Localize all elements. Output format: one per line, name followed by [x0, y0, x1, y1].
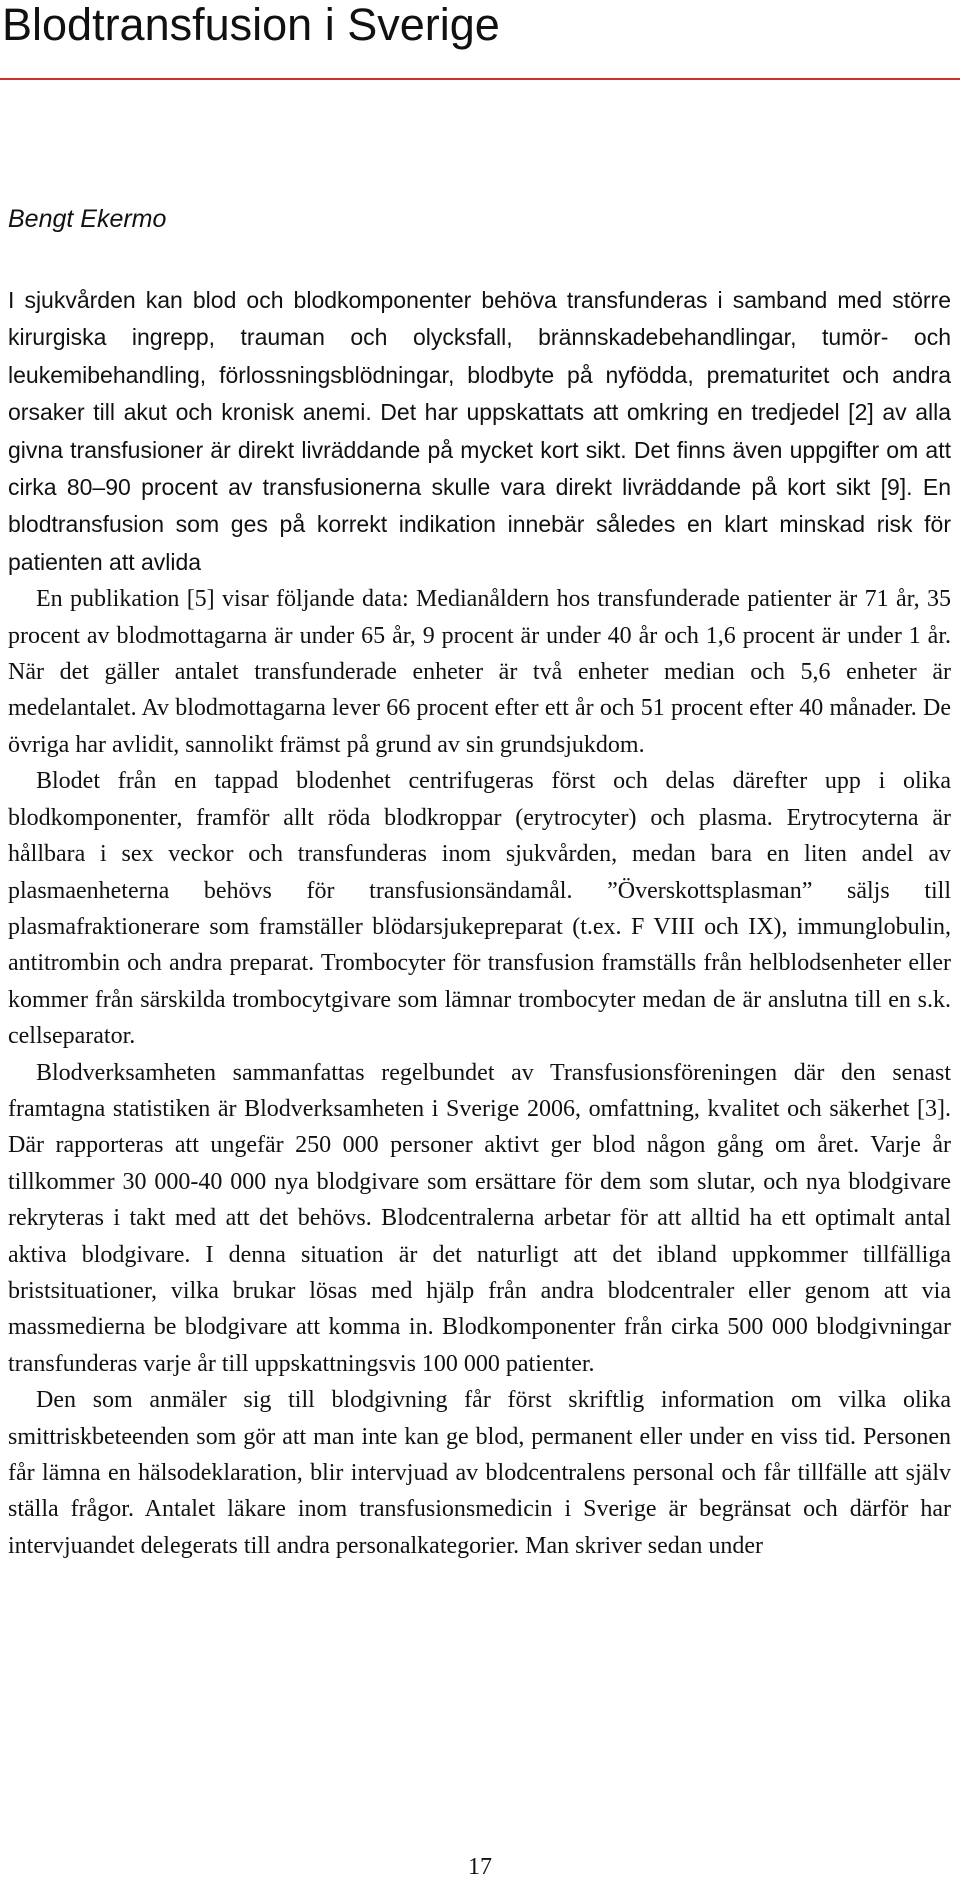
paragraph-1-sans-text: I sjukvården kan blod och blodkomponenter behöva transfunderas i samband med större kirurgiska ingrepp, trauman och olycksfall, brännskadebehandlingar, tumör- och leukemibehandling, förlossningsblödningar, blodbyte på nyfödda, prematuritet och andra orsaker till akut och kronisk anemi. Det har uppskattats att omkring en tredjedel [2] av alla givna transfusioner är direkt livräddande på mycket kort sikt. Det finns även uppgifter om att cirka 80–90 procent av transfusionerna skulle vara direkt livräddande på kort sikt [9]. En blodtransfusion som ges på korrekt indikation innebär således en klart minskad risk för patienten att avlida [8, 287, 951, 575]
paragraph-2 [8, 581, 951, 763]
article-body [8, 282, 951, 1564]
title-divider [0, 78, 960, 80]
paragraph-5 [8, 1382, 951, 1564]
paragraph-3-text: Blodet från en tappad blodenhet centrifugeras först och delas därefter upp i olika blodkomponenter, framför allt röda blodkroppar (erytrocyter) och plasma. Erytrocyterna är hållbara i sex veckor och transfunderas inom sjukvården, medan bara en liten andel av plasmaenheterna behövs för transfusionsändamål. ”Överskottsplasman” säljs till plasmafraktionerare som framställer blödarsjukepreparat (t.ex. F VIII och IX), immunglobulin, antitrombin och andra preparat. Trombocyter för transfusion framställs från helblodsenheter eller kommer från särskilda trombocytgivare som lämnar trombocyter medan de är anslutna till en s.k. cellseparator. [8, 768, 951, 1050]
paragraph-4-text: Blodverksamheten sammanfattas regelbundet av Transfusionsföreningen där den senast framtagna statistiken är Blodverksamheten i Sverige 2006, omfattning, kvalitet och säkerhet [3]. Där rapporteras att ungefär 250 000 personer aktivt ger blod någon gång om året. Varje år tillkommer 30 000-40 000 nya blodgivare som ersättare för dem som slutar, och nya blodgivare rekryteras i takt med att det behövs. Blodcentralerna arbetar för att alltid ha ett optimalt antal aktiva blodgivare. I denna situation är det naturligt att det ibland uppkommer tillfälliga bristsituationer, vilka brukar lösas med hjälp från andra blodcentraler eller genom att via massmedierna be blodgivare att komma in. Blodkomponenter från cirka 500 000 blodgivningar transfunderas varje år till uppskattningsvis 100 000 patienter. [8, 1059, 951, 1377]
paragraph-4 [8, 1055, 951, 1383]
paragraph-5-text: Den som anmäler sig till blodgivning får först skriftlig information om vilka olika smittriskbeteenden som gör att man inte kan ge blod, permanent eller under en viss tid. Personen får lämna en hälsodeklaration, blir intervjuad av blodcentralens personal och får tillfälle att själv ställa frågor. Antalet läkare inom transfusionsmedicin i Sverige är begränsat och därför har intervjuandet delegerats till andra personalkategorier. Man skriver sedan under [8, 1387, 951, 1559]
page-title: Blodtransfusion i Sverige [2, 0, 500, 50]
paragraph-2-text: En publikation [5] visar följande data: Medianåldern hos transfunderade patienter är 71 år, 35 procent av blodmottagarna är under 65 år, 9 procent är under 40 år och 1,6 procent är under 1 år. När det gäller antalet transfunderade enheter är två enheter median och 5,6 enheter är medelantalet. Av blodmottagarna lever 66 procent efter ett år och 51 procent efter 40 månader. De övriga har avlidit, sannolikt främst på grund av sin grundsjukdom. [8, 586, 951, 758]
paragraph-1 [8, 282, 951, 581]
author-name: Bengt Ekermo [8, 205, 167, 233]
paragraph-3 [8, 763, 951, 1054]
page-number: 17 [468, 1854, 492, 1880]
